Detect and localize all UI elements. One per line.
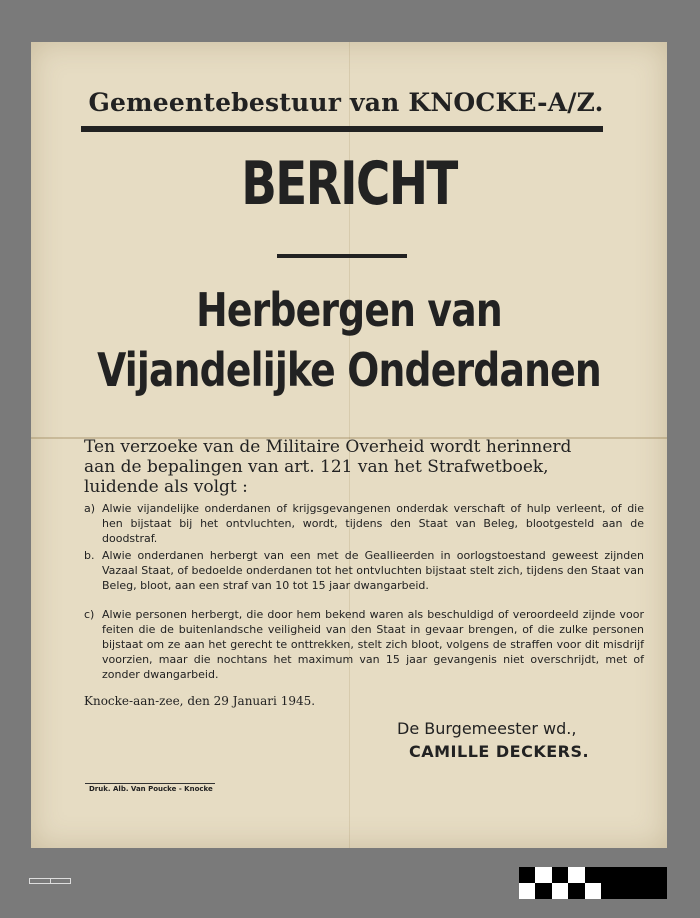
scale-block — [519, 867, 535, 883]
heading-rule — [277, 254, 407, 258]
item-marker: a) — [84, 502, 96, 515]
scale-marker — [29, 878, 71, 884]
title-line-1: Herbergen van — [196, 283, 502, 337]
scale-block — [634, 883, 650, 899]
scale-block — [651, 867, 667, 883]
scale-block — [634, 867, 650, 883]
place-date: Knocke-aan-zee, den 29 Januari 1945. — [84, 694, 316, 708]
list-item — [84, 607, 644, 682]
scale-block — [618, 883, 634, 899]
scale-block — [552, 867, 568, 883]
scale-block — [552, 883, 568, 899]
signature-title: De Burgemeester wd., — [397, 719, 577, 738]
scale-block — [585, 883, 601, 899]
poster-heading: BERICHT — [241, 149, 457, 219]
signature-name: CAMILLE DECKERS. — [409, 742, 590, 761]
scale-block — [535, 867, 551, 883]
list-item — [84, 548, 644, 593]
poster — [31, 42, 667, 848]
item-marker: b. — [84, 549, 95, 562]
printer-credit: Druk. Alb. Van Poucke - Knocke — [89, 785, 213, 793]
poster-header: Gemeentebestuur van KNOCKE-A/Z. — [88, 88, 604, 117]
printer-rule — [85, 783, 215, 784]
scale-block — [519, 883, 535, 899]
item-text: Alwie vijandelijke onderdanen of krijgsgevangenen onderdak verschaft of hulp verleent, of die hen bijstaat bij het ontvluchten, wordt, tijdens den Staat van Beleg, blootgesteld aan de doodstraf. — [102, 502, 644, 545]
item-text: Alwie personen herbergt, die door hem bekend waren als beschuldigd of veroordeeld zijnde voor feiten die de buitenlandsche veiligheid van den Staat in gevaar brengen, of die zulke personen bijstaat om ze aan het gerecht te onttrekken, stelt zich bloot, volgens de straffen voor dit misdrijf voorzien, maar die nochtans het maximum van 15 jaar gevangenis niet overschrijdt, met of zonder dwangarbeid. — [102, 608, 644, 681]
scale-block — [585, 867, 601, 883]
scale-block — [568, 867, 584, 883]
title-line-2: Vijandelijke Onderdanen — [97, 343, 601, 397]
item-text: Alwie onderdanen herbergt van een met de Geallieerden in oorlogstoestand geweest zijnden Vazaal Staat, of bedoelde onderdanen tot het ontvluchten bijstaat stelt zich, tijdens den Staat van Beleg, bloot, aan een straf van 10 tot 15 jaar dwangarbeid. — [102, 549, 644, 592]
scale-block — [601, 883, 617, 899]
scale-block — [535, 883, 551, 899]
scale-block — [568, 883, 584, 899]
header-rule — [81, 126, 603, 132]
color-scale-bar — [519, 867, 667, 899]
intro-text: Ten verzoeke van de Militaire Overheid wordt herinnerd aan de bepalingen van art. 121 van het Strafwetboek, luidende als volgt : — [84, 437, 572, 497]
list-item — [84, 501, 644, 546]
scale-block — [651, 883, 667, 899]
item-marker: c) — [84, 608, 95, 621]
scale-block — [618, 867, 634, 883]
scale-block — [601, 867, 617, 883]
poster-title — [88, 280, 610, 400]
